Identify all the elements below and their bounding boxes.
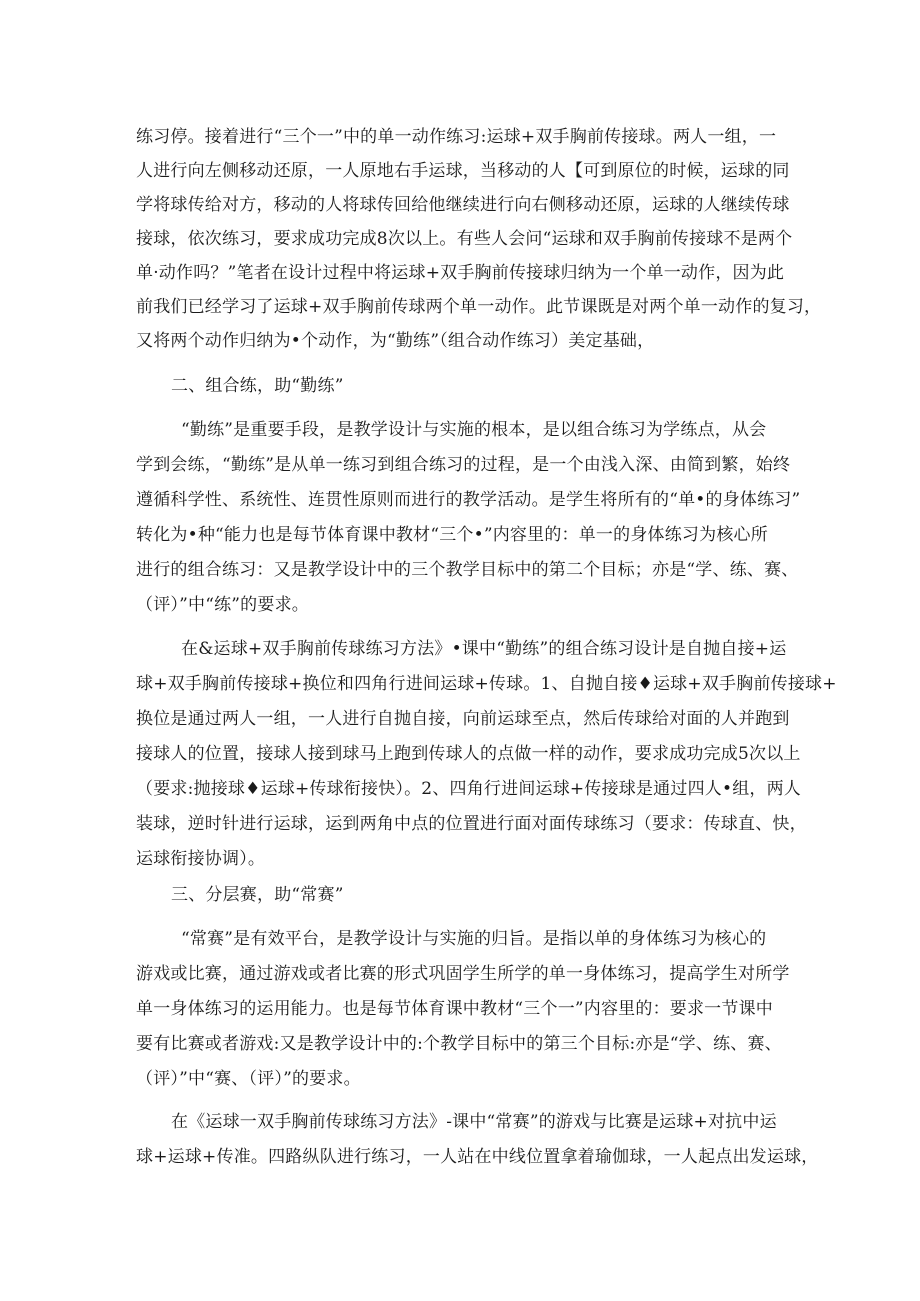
text-line [0,959,920,989]
section-heading [0,371,920,401]
text-line [0,485,920,515]
text-line [0,1029,920,1059]
text-line [0,1107,920,1137]
line-text: 球+运球+传准。四路纵队进行练习，一人站在中线位置拿着瑜伽球，一人起点出发运球， [136,1147,819,1167]
line-text: 在&运球+双手胸前传球练习方法》•课中“勤练”的组合练习设计是自抛自接+运 [181,639,787,659]
text-line [0,122,920,152]
text-line [0,555,920,585]
text-line [0,809,920,839]
line-text: 游戏或比赛，通过游戏或者比赛的形式巩固学生所学的单一身体练习，提高学生对所学 [136,964,790,984]
text-line [0,994,920,1024]
line-text: 进行的组合练习：又是教学设计中的三个教学目标中的第二个目标；亦是“学、练、赛、 [136,560,799,580]
text-line [0,520,920,550]
text-line [0,292,920,322]
text-line [0,924,920,954]
text-line [0,669,920,699]
text-line [0,156,920,186]
text-line [0,450,920,480]
text-line [0,1064,920,1094]
line-text: 学将球传给对方，移动的人将球传回给他继续进行向右侧移动还原，运球的人继续传球 [136,195,790,215]
line-text: 运球衔接协调）。 [136,849,266,869]
line-text: 遵循科学性、系统性、连贯性原则而进行的教学活动。是学生将所有的“单•的身体练习” [136,490,801,510]
text-line [0,415,920,445]
line-text: 练习停。接着进行“三个一”中的单一动作练习:运球+双手胸前传接球。两人一组，一 [136,127,777,147]
line-text: 单一身体练习的运用能力。也是每节体育课中教材“三个一”内容里的：要求一节课中 [136,999,773,1019]
line-text: 在《运球一双手胸前传球练习方法》-课中“常赛”的游戏与比赛是运球+对抗中运 [171,1112,777,1132]
section-heading [0,880,920,910]
line-text: 前我们已经学习了运球+双手胸前传球两个单一动作。此节课既是对两个单一动作的复习， [136,297,822,317]
heading-text: 三、分层赛，助“常赛” [171,885,344,905]
line-text: 单·动作吗？”笔者在设计过程中将运球+双手胸前传接球归纳为一个单一动作，因为此 [136,263,785,283]
text-line [0,704,920,734]
line-text: 又将两个动作归纳为•个动作，为“勤练”（组合动作练习）美定基础， [136,331,655,351]
text-line [0,224,920,254]
line-text: “常赛”是有效平台，是教学设计与实施的归旨。是指以单的身体练习为核心的 [181,929,767,949]
text-line [0,1142,920,1172]
line-text: （评）”中“赛、（评）”的要求。 [136,1069,361,1089]
text-line [0,590,920,620]
line-text: 要有比赛或者游戏:又是教学设计中的:个教学目标中的第三个目标:亦是“学、练、赛、 [136,1034,782,1054]
text-line [0,190,920,220]
line-text: 装球，逆时针进行运球，运到两角中点的位置进行面对面传球练习（要求：传球直、快， [136,814,807,834]
text-line [0,774,920,804]
line-text: 球+双手胸前传接球+换位和四角行进间运球+传球。1、自抛自接♦运球+双手胸前传接球+ [136,674,837,694]
text-line [0,634,920,664]
line-text: 转化为•种“能力也是每节体育课中教材“三个•”内容里的：单一的身体练习为核心所 [136,525,768,545]
line-text: 接球人的位置，接球人接到球马上跑到传球人的点做一样的动作，要求成功完成5次以上 [136,744,801,764]
line-text: 学到会练，“勤练”是从单一练习到组合练习的过程，是一个由浅入深、由简到繁，始终 [136,455,791,475]
line-text: “勤练”是重要手段，是教学设计与实施的根本，是以组合练习为学练点，从会 [181,420,767,440]
text-line [0,326,920,356]
line-text: 接球，依次练习，要求成功完成8次以上。有些人会问“运球和双手胸前传接球不是两个 [136,229,793,249]
text-line [0,739,920,769]
text-line [0,258,920,288]
line-text: 换位是通过两人一组，一人进行自抛自接，向前运球至点，然后传球给对面的人并跑到 [136,709,790,729]
line-text: 人进行向左侧移动还原，一人原地右手运球，当移动的人【可到原位的时候，运球的同 [136,161,790,181]
line-text: （要求:抛接球♦运球+传球衔接快）。2、四角行进间运球+传接球是通过四人•组，两人 [136,779,801,799]
heading-text: 二、组合练，助“勤练” [171,376,344,396]
text-line [0,844,920,874]
line-text: （评）”中“练”的要求。 [136,595,309,615]
